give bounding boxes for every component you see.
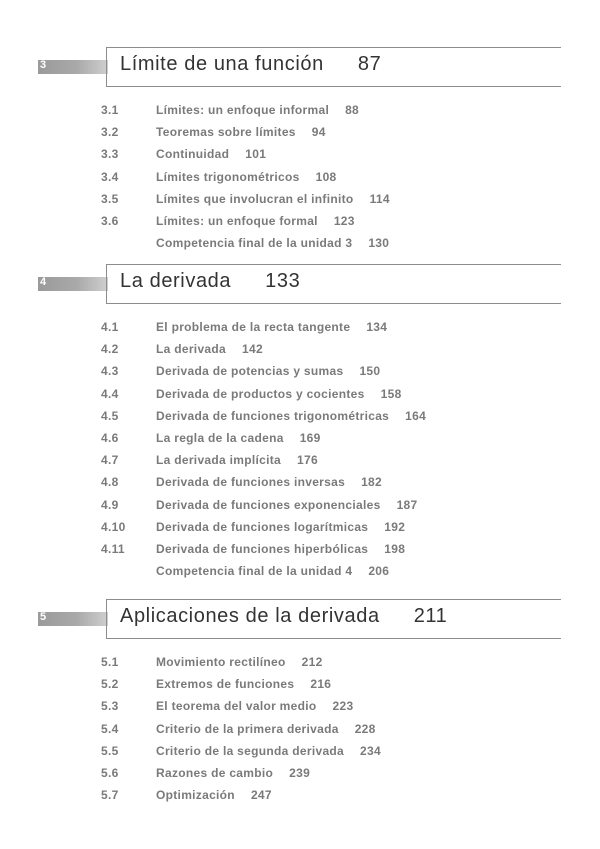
toc-entry[interactable] bbox=[0, 409, 600, 431]
section-number: 5.3 bbox=[101, 699, 119, 714]
section-page: 192 bbox=[384, 519, 406, 534]
chapter-number: 4 bbox=[40, 276, 47, 288]
toc-entry[interactable] bbox=[0, 364, 600, 386]
section-page: 187 bbox=[396, 497, 418, 512]
section-title: Límites que involucran el infinito bbox=[156, 191, 354, 206]
section-page: 206 bbox=[368, 564, 390, 579]
section-number: 5.2 bbox=[101, 677, 119, 692]
section-page: 247 bbox=[250, 788, 272, 803]
section-number: 4.1 bbox=[101, 320, 119, 334]
section-page: 212 bbox=[301, 655, 323, 669]
toc-entry[interactable] bbox=[0, 766, 600, 788]
toc-entry[interactable] bbox=[0, 103, 600, 125]
toc-entry[interactable] bbox=[0, 431, 600, 453]
section-number: 4.9 bbox=[101, 497, 119, 512]
section-number: 5.5 bbox=[101, 743, 119, 758]
chapter-title[interactable] bbox=[120, 605, 447, 628]
toc-entry[interactable] bbox=[0, 453, 600, 475]
section-page: 223 bbox=[332, 699, 354, 714]
section-title: Derivada de funciones exponenciales bbox=[156, 497, 381, 512]
section-number: 3.2 bbox=[101, 125, 119, 140]
section-title: El teorema del valor medio bbox=[156, 699, 317, 714]
toc-entry[interactable] bbox=[0, 236, 600, 258]
section-number: 4.8 bbox=[101, 475, 119, 490]
section-title: Criterio de la segunda derivada bbox=[156, 743, 345, 758]
section-number: 3.6 bbox=[101, 213, 119, 228]
section-page: 234 bbox=[360, 743, 381, 758]
toc-entry[interactable] bbox=[0, 498, 600, 520]
section-number: 5.7 bbox=[101, 788, 119, 803]
section-number: 5.1 bbox=[101, 655, 119, 669]
chapter-number: 5 bbox=[40, 611, 47, 623]
toc-entry[interactable] bbox=[0, 192, 600, 214]
chapter-4-entries bbox=[0, 320, 600, 586]
toc-entry[interactable] bbox=[0, 214, 600, 236]
section-title: Derivada de funciones logarítmicas bbox=[156, 519, 369, 534]
section-title: El problema de la recta tangente bbox=[156, 320, 351, 334]
section-page: 176 bbox=[297, 453, 318, 468]
chapter-page-number: 133 bbox=[265, 270, 301, 292]
section-title: Derivada de potencias y sumas bbox=[156, 364, 344, 379]
section-page: 228 bbox=[354, 721, 376, 736]
section-title: Extremos de funciones bbox=[156, 677, 295, 692]
section-page: 164 bbox=[405, 408, 427, 423]
section-number: 4.2 bbox=[101, 342, 119, 357]
toc-entry[interactable] bbox=[0, 125, 600, 147]
section-page: 198 bbox=[384, 541, 406, 556]
toc-entry[interactable] bbox=[0, 677, 600, 699]
section-number: 4.7 bbox=[101, 453, 119, 468]
section-page: 182 bbox=[361, 475, 382, 490]
section-page: 158 bbox=[380, 386, 402, 401]
section-page: 108 bbox=[315, 169, 337, 184]
section-number: 3.5 bbox=[101, 191, 119, 206]
section-title: Límites: un enfoque informal bbox=[156, 103, 330, 117]
toc-entry[interactable] bbox=[0, 342, 600, 364]
chapter-number: 3 bbox=[40, 59, 47, 71]
section-number: 3.1 bbox=[101, 103, 119, 117]
section-title: Competencia final de la unidad 4 bbox=[156, 564, 353, 579]
section-number: 4.3 bbox=[101, 364, 119, 379]
toc-entry[interactable] bbox=[0, 387, 600, 409]
toc-entry[interactable] bbox=[0, 744, 600, 766]
toc-entry[interactable] bbox=[0, 655, 600, 677]
section-page: 216 bbox=[310, 677, 332, 692]
section-title: Límites trigonométricos bbox=[156, 169, 300, 184]
section-title: Competencia final de la unidad 3 bbox=[156, 236, 353, 251]
section-title: La regla de la cadena bbox=[156, 430, 284, 445]
section-number: 3.4 bbox=[101, 169, 119, 184]
toc-entry[interactable] bbox=[0, 520, 600, 542]
chapter-page-number: 87 bbox=[357, 53, 382, 75]
section-number: 5.4 bbox=[101, 721, 119, 736]
toc-entry[interactable] bbox=[0, 542, 600, 564]
chapter-title[interactable] bbox=[120, 53, 381, 76]
toc-entry[interactable] bbox=[0, 722, 600, 744]
chapter-5-entries bbox=[0, 655, 600, 810]
section-title: Derivada de funciones inversas bbox=[156, 475, 346, 490]
chapter-number-badge bbox=[38, 60, 108, 74]
section-number: 4.4 bbox=[101, 386, 119, 401]
chapter-number-badge bbox=[38, 277, 108, 291]
section-page: 88 bbox=[345, 103, 360, 117]
section-page: 123 bbox=[333, 213, 355, 228]
section-page: 101 bbox=[245, 147, 267, 162]
section-page: 114 bbox=[369, 191, 390, 206]
section-number: 4.5 bbox=[101, 408, 119, 423]
section-title: Límites: un enfoque formal bbox=[156, 213, 318, 228]
toc-entry[interactable] bbox=[0, 699, 600, 721]
toc-entry[interactable] bbox=[0, 475, 600, 497]
section-title: Criterio de la primera derivada bbox=[156, 721, 339, 736]
section-title: Continuidad bbox=[156, 147, 230, 162]
section-page: 134 bbox=[366, 320, 388, 334]
section-number: 4.6 bbox=[101, 430, 119, 445]
chapter-title-text: Límite de una función bbox=[120, 53, 324, 75]
section-page: 94 bbox=[311, 125, 326, 140]
toc-entry[interactable] bbox=[0, 564, 600, 586]
section-title: Movimiento rectilíneo bbox=[156, 655, 286, 669]
section-title: Razones de cambio bbox=[156, 765, 274, 780]
section-page: 142 bbox=[242, 342, 263, 357]
section-page: 239 bbox=[289, 765, 311, 780]
toc-entry[interactable] bbox=[0, 170, 600, 192]
section-title: Optimización bbox=[156, 788, 235, 803]
chapter-title-text: La derivada bbox=[120, 270, 232, 292]
section-page: 169 bbox=[299, 430, 321, 445]
section-number: 5.6 bbox=[101, 765, 119, 780]
chapter-number-badge bbox=[38, 612, 108, 626]
section-number: 4.11 bbox=[101, 541, 125, 556]
chapter-title[interactable] bbox=[120, 270, 300, 293]
chapter-title-text: Aplicaciones de la derivada bbox=[120, 605, 380, 627]
toc-entry[interactable] bbox=[0, 788, 600, 810]
section-title: Derivada de funciones trigonométricas bbox=[156, 408, 390, 423]
section-title: Derivada de productos y cocientes bbox=[156, 386, 365, 401]
section-page: 130 bbox=[368, 236, 390, 251]
section-title: La derivada bbox=[156, 342, 226, 357]
section-title: La derivada implícita bbox=[156, 453, 282, 468]
section-number: 4.10 bbox=[101, 519, 126, 534]
section-number: 3.3 bbox=[101, 147, 119, 162]
section-title: Derivada de funciones hiperbólicas bbox=[156, 541, 369, 556]
section-page: 150 bbox=[359, 364, 381, 379]
chapter-page-number: 211 bbox=[413, 605, 448, 627]
toc-entry[interactable] bbox=[0, 147, 600, 169]
chapter-3-entries bbox=[0, 103, 600, 258]
toc-entry[interactable] bbox=[0, 320, 600, 342]
section-title: Teoremas sobre límites bbox=[156, 125, 296, 140]
